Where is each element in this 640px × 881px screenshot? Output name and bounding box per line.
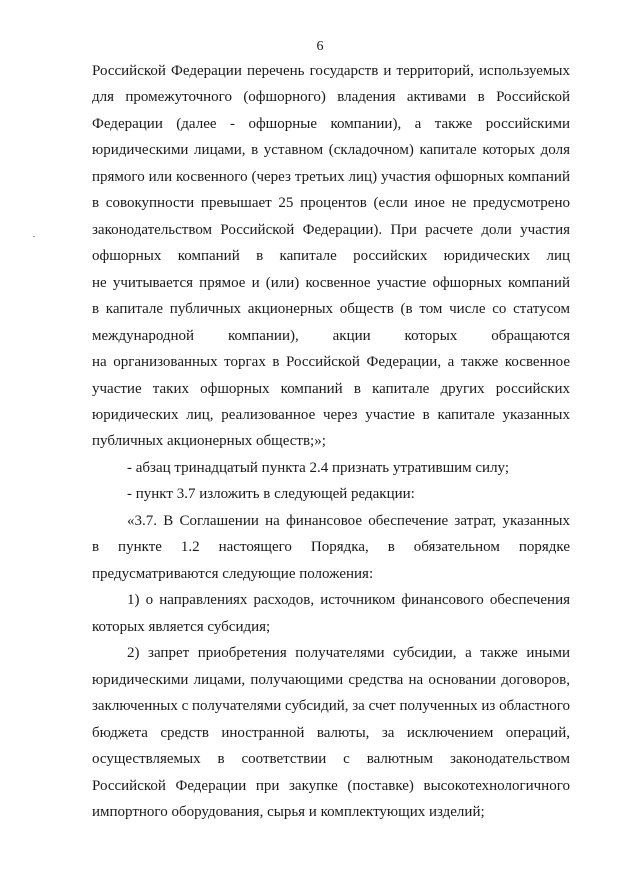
text-line: предусматриваются следующие положения: — [92, 566, 374, 582]
text-line: «3.7. В Соглашении на финансовое обеспечение затрат, указанных — [127, 513, 570, 529]
text-line: на организованных торгах в Российской Федерации, а также косвенное — [92, 354, 570, 370]
list-item: - пункт 3.7 изложить в следующей редакции: — [127, 486, 415, 502]
text-line: офшорных компаний в капитале российских юридических лиц — [92, 248, 570, 264]
text-line: бюджета средств иностранной валюты, за исключением операций, — [92, 725, 570, 741]
text-line: международной компании), акции которых обращаются — [92, 328, 570, 344]
page-number: 6 — [316, 39, 324, 54]
text-line: заключенных с получателями субсидий, за счет полученных из областного — [92, 698, 570, 714]
margin-mark — [33, 236, 35, 237]
text-line: в капитале публичных акционерных обществ (в том числе со статусом — [92, 301, 570, 317]
text-line: в совокупности превышает 25 процентов (если иное не предусмотрено — [92, 195, 570, 211]
text-line: осуществляемых в соответствии с валютным законодательством — [92, 751, 570, 767]
text-line: Федерации (далее - офшорные компании), а также российскими — [92, 116, 570, 132]
text-line: юридических лиц, реализованное через участие в капитале указанных — [92, 407, 570, 423]
text-line: для промежуточного (офшорного) владения активами в Российской — [92, 89, 570, 105]
text-line: юридическими лицами, получающими средства на основании договоров, — [92, 672, 570, 688]
text-line: публичных акционерных обществ;»; — [92, 433, 326, 449]
text-line: импортного оборудования, сырья и комплектующих изделий; — [92, 804, 485, 820]
list-item: - абзац тринадцатый пункта 2.4 признать утратившим силу; — [127, 460, 510, 476]
text-line: прямого или косвенного (через третьих лиц) участия офшорных компаний — [92, 169, 570, 185]
list-item: 2) запрет приобретения получателями субсидии, а также иными — [127, 645, 570, 661]
text-line: участие таких офшорных компаний в капитале других российских — [92, 381, 570, 397]
text-line: законодательством Российской Федерации). При расчете доли участия — [92, 222, 570, 238]
text-line: юридическими лицами, в уставном (складочном) капитале которых доля — [92, 142, 570, 158]
text-line: Российской Федерации перечень государств и территорий, используемых — [92, 63, 570, 79]
list-item: 1) о направлениях расходов, источником финансового обеспечения — [127, 592, 570, 608]
text-line: в пункте 1.2 настоящего Порядка, в обязательном порядке — [92, 539, 570, 555]
text-line: не учитывается прямое и (или) косвенное участие офшорных компаний — [92, 275, 570, 291]
text-line: Российской Федерации при закупке (поставке) высокотехнологичного — [92, 778, 570, 794]
text-line: которых является субсидия; — [92, 619, 271, 635]
